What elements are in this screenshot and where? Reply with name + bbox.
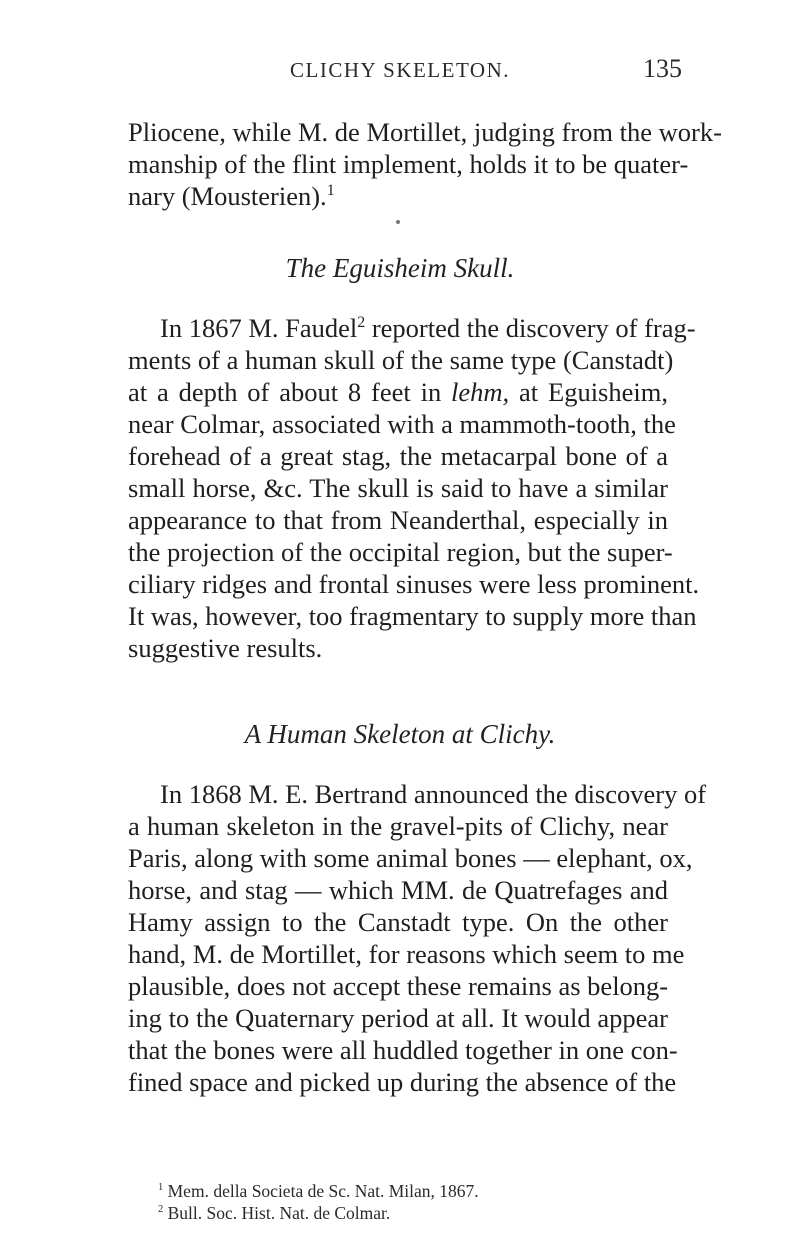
text-line: that the bones were all huddled together in one con- — [128, 1035, 678, 1065]
footnote-text: Mem. della Societa de Sc. Nat. Milan, 1867. — [167, 1181, 479, 1201]
footnote — [158, 1180, 678, 1202]
italic-term: lehm, — [451, 377, 510, 407]
text-line: small horse, &c. The skull is said to have a similar — [128, 473, 668, 503]
footnote-number: 1 — [158, 1182, 164, 1194]
text-line: Hamy assign to the Canstadt type. On the other — [128, 907, 668, 937]
text-line — [128, 312, 696, 344]
running-head — [0, 54, 800, 88]
paragraph-clichy — [128, 778, 707, 1098]
text-line: suggestive results. — [128, 633, 323, 663]
section-heading-clichy: A Human Skeleton at Clichy. — [244, 719, 556, 749]
text-line: the projection of the occipital region, but the super- — [128, 537, 673, 567]
text-line-content: nary (Mousterien). — [128, 181, 327, 211]
section-heading-eguisheim: The Eguisheim Skull. — [285, 253, 515, 283]
paragraph-pliocene — [128, 116, 722, 212]
paragraph-eguisheim — [128, 312, 700, 664]
footnotes — [158, 1180, 678, 1224]
footnote-number: 2 — [158, 1204, 164, 1216]
text-line: plausible, does not accept these remains as belong- — [128, 971, 669, 1001]
text-line: appearance to that from Neanderthal, especially in — [128, 505, 668, 535]
text-line-part: In 1867 M. Faudel — [160, 313, 358, 343]
text-line: ing to the Quaternary period at all. It would appear — [128, 1003, 668, 1033]
text-line: hand, M. de Mortillet, for reasons which seem to me — [128, 939, 685, 969]
footnote-text: Bull. Soc. Hist. Nat. de Colmar. — [167, 1203, 391, 1223]
text-line: manship of the flint implement, holds it to be quater- — [128, 149, 689, 179]
text-line: It was, however, too fragmentary to supply more than — [128, 601, 697, 631]
text-line: ments of a human skull of the same type (Canstadt) — [128, 345, 674, 375]
footnote — [158, 1202, 678, 1224]
text-line-part: at a depth of about 8 feet in — [128, 377, 452, 407]
running-title: CLICHY SKELETON. — [290, 58, 510, 82]
text-line: ciliary ridges and frontal sinuses were less prominent. — [128, 569, 700, 599]
text-line: fined space and picked up during the absence of the — [128, 1067, 677, 1097]
text-line: near Colmar, associated with a mammoth-tooth, the — [128, 409, 676, 439]
text-line: horse, and stag — which MM. de Quatrefages and — [128, 875, 668, 905]
text-line: Paris, along with some animal bones — elephant, ox, — [128, 843, 693, 873]
text-line — [128, 180, 668, 212]
text-line: forehead of a great stag, the metacarpal bone of a — [128, 441, 668, 471]
footnote-ref: 2 — [357, 314, 366, 332]
text-line: Pliocene, while M. de Mortillet, judging from the work- — [128, 117, 722, 147]
print-speck — [396, 220, 400, 224]
text-line: a human skeleton in the gravel-pits of Clichy, near — [128, 811, 668, 841]
text-line-part: reported the discovery of frag- — [365, 313, 696, 343]
text-line-part: at Eguisheim, — [509, 377, 668, 407]
page-number: 135 — [643, 54, 682, 83]
footnote-ref: 1 — [326, 182, 335, 200]
text-line: In 1868 M. E. Bertrand announced the discovery of — [160, 779, 707, 809]
text-line — [128, 376, 668, 408]
